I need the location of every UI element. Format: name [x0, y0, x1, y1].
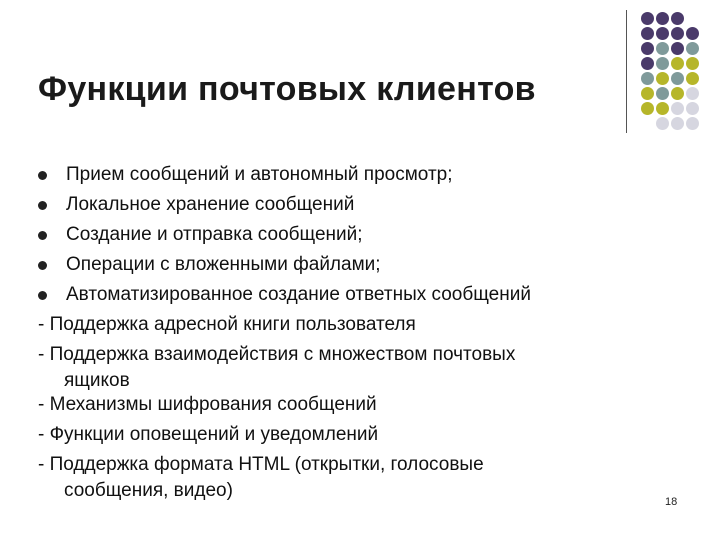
decorative-dot: [641, 12, 654, 25]
list-item-text: Операции с вложенными файлами;: [66, 254, 381, 275]
dash-item: [38, 420, 638, 450]
dash-item-text: - Функции оповещений и уведомлений: [38, 424, 379, 445]
list-item: [38, 190, 638, 220]
dash-item-text: - Поддержка взаимодействия с множеством почтовых: [38, 344, 516, 365]
list-item-text: Создание и отправка сообщений;: [66, 224, 363, 245]
list-item: [38, 220, 638, 250]
divider-line: [626, 10, 627, 133]
decorative-dot: [671, 102, 684, 115]
decorative-dot: [671, 27, 684, 40]
decorative-dot: [671, 87, 684, 100]
list-item: [38, 250, 638, 280]
dash-item-text: ящиков: [64, 370, 130, 391]
list-item-text: Прием сообщений и автономный просмотр;: [66, 164, 453, 185]
decorative-dot: [641, 72, 654, 85]
decorative-dot: [686, 72, 699, 85]
decorative-dot: [686, 57, 699, 70]
decorative-dot: [671, 72, 684, 85]
decorative-dot: [656, 12, 669, 25]
list-item-text: Локальное хранение сообщений: [66, 194, 355, 215]
dash-item-text: сообщения, видео): [64, 480, 233, 501]
content-list: [38, 160, 638, 500]
decorative-dot: [686, 87, 699, 100]
dash-item: [38, 310, 638, 340]
bullet-icon: [38, 171, 47, 180]
decorative-dot: [686, 102, 699, 115]
dash-item-continuation: [38, 370, 638, 390]
decorative-dot: [641, 102, 654, 115]
list-item-text: Автоматизированное создание ответных сообщений: [66, 284, 531, 305]
decorative-dot: [656, 117, 669, 130]
decorative-dot: [656, 102, 669, 115]
decorative-dot: [656, 42, 669, 55]
decorative-dot: [686, 42, 699, 55]
bullet-icon: [38, 261, 47, 270]
dash-item-text: - Поддержка формата HTML (открытки, голосовые: [38, 454, 484, 475]
decorative-dot: [671, 42, 684, 55]
decorative-dot: [671, 57, 684, 70]
dash-item: [38, 390, 638, 420]
page-number: 18: [665, 496, 678, 508]
decorative-dot: [656, 72, 669, 85]
decorative-dot: [671, 12, 684, 25]
list-item: [38, 280, 638, 310]
decorative-dot: [656, 27, 669, 40]
bullet-icon: [38, 201, 47, 210]
decorative-dot: [686, 27, 699, 40]
decorative-dot: [641, 42, 654, 55]
dash-item-text: - Механизмы шифрования сообщений: [38, 394, 377, 415]
bullet-icon: [38, 291, 47, 300]
decorative-dot: [641, 27, 654, 40]
dash-item-continuation: [38, 480, 638, 500]
decorative-dot: [641, 57, 654, 70]
decorative-dot: [686, 117, 699, 130]
list-item: [38, 160, 638, 190]
decorative-dot: [671, 117, 684, 130]
bullet-icon: [38, 231, 47, 240]
slide-title: Функции почтовых клиентов: [38, 70, 536, 108]
decorative-dot: [656, 87, 669, 100]
decorative-dot: [656, 57, 669, 70]
decorative-dot-grid: [641, 12, 720, 122]
decorative-dot: [641, 87, 654, 100]
dash-item-text: - Поддержка адресной книги пользователя: [38, 314, 416, 335]
